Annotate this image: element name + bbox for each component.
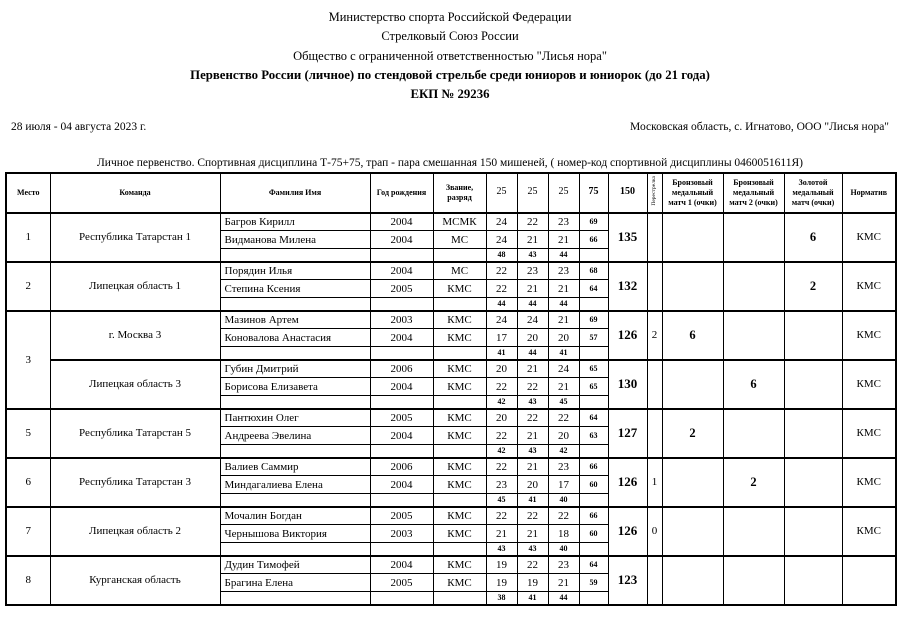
shootoff-value bbox=[647, 360, 662, 409]
bronze-match-1-value bbox=[662, 262, 723, 311]
empty-year-cell bbox=[370, 347, 433, 360]
team-cell: Курганская область bbox=[50, 556, 220, 605]
empty-rank-cell bbox=[433, 249, 486, 262]
ekp-number: ЕКП № 29236 bbox=[410, 87, 490, 102]
score-25: 22 bbox=[517, 213, 548, 231]
norm-value: КМС bbox=[842, 262, 896, 311]
shootoff-value: 0 bbox=[647, 507, 662, 556]
col-bronze-match-2: Бронзовый медальный матч 2 (очки) bbox=[723, 173, 784, 213]
gold-match-value bbox=[784, 311, 842, 360]
org-line-2: Стрелковый Союз России bbox=[381, 29, 519, 44]
col-team: Команда bbox=[50, 173, 220, 213]
score-25: 21 bbox=[517, 458, 548, 476]
athlete-name: Степина Ксения bbox=[220, 280, 370, 298]
bronze-match-2-value bbox=[723, 262, 784, 311]
empty-75-cell bbox=[579, 445, 608, 458]
score-75: 66 bbox=[579, 458, 608, 476]
athlete-year: 2004 bbox=[370, 329, 433, 347]
total-150-cell: 126 bbox=[608, 458, 647, 507]
empty-year-cell bbox=[370, 543, 433, 556]
team-cell: Липецкая область 3 bbox=[50, 360, 220, 409]
score-75: 65 bbox=[579, 360, 608, 378]
athlete-name: Губин Дмитрий bbox=[220, 360, 370, 378]
col-series-3: 25 bbox=[548, 173, 579, 213]
place-cell: 8 bbox=[6, 556, 50, 605]
sum-50: 44 bbox=[517, 347, 548, 360]
athlete-year: 2005 bbox=[370, 574, 433, 592]
norm-value: КМС bbox=[842, 360, 896, 409]
total-150-cell: 126 bbox=[608, 507, 647, 556]
score-25: 22 bbox=[517, 507, 548, 525]
score-25: 22 bbox=[517, 378, 548, 396]
athlete-year: 2006 bbox=[370, 360, 433, 378]
score-25: 20 bbox=[548, 329, 579, 347]
bronze-match-1-value bbox=[662, 458, 723, 507]
score-25: 21 bbox=[517, 231, 548, 249]
empty-name-cell bbox=[220, 494, 370, 507]
score-25: 22 bbox=[486, 458, 517, 476]
bronze-match-2-value bbox=[723, 507, 784, 556]
sum-50: 44 bbox=[548, 249, 579, 262]
score-25: 20 bbox=[486, 360, 517, 378]
org-line-3: Общество с ограниченной ответственностью "Лисья нора" bbox=[293, 48, 607, 63]
empty-75-cell bbox=[579, 494, 608, 507]
empty-year-cell bbox=[370, 396, 433, 409]
athlete-name: Мочалин Богдан bbox=[220, 507, 370, 525]
bronze-match-1-value bbox=[662, 360, 723, 409]
athlete-row bbox=[6, 360, 896, 378]
athlete-rank: КМС bbox=[433, 507, 486, 525]
col-rank: Звание, разряд bbox=[433, 173, 486, 213]
score-25: 24 bbox=[486, 231, 517, 249]
shootoff-value bbox=[647, 262, 662, 311]
athlete-year: 2003 bbox=[370, 311, 433, 329]
norm-value: КМС bbox=[842, 311, 896, 360]
col-series-2: 25 bbox=[517, 173, 548, 213]
score-25: 24 bbox=[486, 311, 517, 329]
score-25: 22 bbox=[486, 378, 517, 396]
athlete-name: Миндагалиева Елена bbox=[220, 476, 370, 494]
col-total-75: 75 bbox=[579, 173, 608, 213]
score-25: 23 bbox=[548, 458, 579, 476]
athlete-rank: КМС bbox=[433, 360, 486, 378]
empty-75-cell bbox=[579, 298, 608, 311]
athlete-row bbox=[6, 311, 896, 329]
sum-50: 43 bbox=[486, 543, 517, 556]
athlete-year: 2004 bbox=[370, 213, 433, 231]
score-25: 22 bbox=[517, 556, 548, 574]
team-cell: Республика Татарстан 3 bbox=[50, 458, 220, 507]
athlete-year: 2005 bbox=[370, 280, 433, 298]
athlete-name: Борисова Елизавета bbox=[220, 378, 370, 396]
sum-50: 42 bbox=[548, 445, 579, 458]
meta-row bbox=[5, 121, 895, 133]
score-75: 60 bbox=[579, 525, 608, 543]
header-row bbox=[6, 173, 896, 213]
empty-name-cell bbox=[220, 543, 370, 556]
score-25: 20 bbox=[548, 427, 579, 445]
sum-50: 48 bbox=[486, 249, 517, 262]
table-caption: Личное первенство. Спортивная дисциплина Т-75+75, трап - пара смешанная 150 мишеней, ( номер-код спортивной дисциплины 0460051611Я) bbox=[96, 156, 803, 169]
athlete-name: Порядин Илья bbox=[220, 262, 370, 280]
athlete-row bbox=[6, 213, 896, 231]
athlete-name: Коновалова Анастасия bbox=[220, 329, 370, 347]
bronze-match-2-value bbox=[723, 556, 784, 605]
athlete-rank: КМС bbox=[433, 329, 486, 347]
athlete-rank: КМС bbox=[433, 458, 486, 476]
score-25: 20 bbox=[517, 476, 548, 494]
sum-50: 40 bbox=[548, 543, 579, 556]
score-25: 22 bbox=[486, 280, 517, 298]
shootoff-value: 1 bbox=[647, 458, 662, 507]
empty-75-cell bbox=[579, 543, 608, 556]
sum-50: 44 bbox=[517, 298, 548, 311]
sum-50: 44 bbox=[548, 592, 579, 605]
gold-match-value: 6 bbox=[784, 213, 842, 262]
place-cell: 7 bbox=[6, 507, 50, 556]
bronze-match-2-value bbox=[723, 311, 784, 360]
score-25: 23 bbox=[548, 556, 579, 574]
sum-50: 44 bbox=[548, 298, 579, 311]
col-year: Год рождения bbox=[370, 173, 433, 213]
score-25: 23 bbox=[548, 213, 579, 231]
place-cell: 1 bbox=[6, 213, 50, 262]
norm-value: КМС bbox=[842, 409, 896, 458]
athlete-year: 2005 bbox=[370, 507, 433, 525]
empty-year-cell bbox=[370, 249, 433, 262]
total-150-cell: 126 bbox=[608, 311, 647, 360]
score-75: 60 bbox=[579, 476, 608, 494]
score-75: 63 bbox=[579, 427, 608, 445]
place-cell: 6 bbox=[6, 458, 50, 507]
score-25: 22 bbox=[486, 507, 517, 525]
gold-match-value bbox=[784, 360, 842, 409]
empty-name-cell bbox=[220, 592, 370, 605]
score-75: 59 bbox=[579, 574, 608, 592]
athlete-rank: КМС bbox=[433, 311, 486, 329]
score-25: 20 bbox=[486, 409, 517, 427]
col-bronze-match-1: Бронзовый медальный матч 1 (очки) bbox=[662, 173, 723, 213]
score-75: 64 bbox=[579, 556, 608, 574]
score-25: 24 bbox=[548, 360, 579, 378]
score-25: 23 bbox=[548, 262, 579, 280]
gold-match-value bbox=[784, 556, 842, 605]
empty-year-cell bbox=[370, 298, 433, 311]
empty-rank-cell bbox=[433, 347, 486, 360]
col-series-1: 25 bbox=[486, 173, 517, 213]
org-line-1: Министерство спорта Российской Федерации bbox=[328, 10, 572, 24]
empty-rank-cell bbox=[433, 445, 486, 458]
col-gold-match: Золотой медальный матч (очки) bbox=[784, 173, 842, 213]
athlete-rank: КМС bbox=[433, 280, 486, 298]
team-cell: Республика Татарстан 1 bbox=[50, 213, 220, 262]
score-25: 21 bbox=[517, 280, 548, 298]
gold-match-value bbox=[784, 409, 842, 458]
athlete-year: 2004 bbox=[370, 556, 433, 574]
score-25: 22 bbox=[486, 262, 517, 280]
sum-50: 41 bbox=[548, 347, 579, 360]
col-total-150: 150 bbox=[608, 173, 647, 213]
empty-75-cell bbox=[579, 396, 608, 409]
score-25: 17 bbox=[548, 476, 579, 494]
bronze-match-2-value bbox=[723, 213, 784, 262]
score-75: 57 bbox=[579, 329, 608, 347]
empty-rank-cell bbox=[433, 592, 486, 605]
sum-50: 45 bbox=[548, 396, 579, 409]
athlete-year: 2003 bbox=[370, 525, 433, 543]
empty-75-cell bbox=[579, 249, 608, 262]
score-75: 66 bbox=[579, 507, 608, 525]
athlete-rank: КМС bbox=[433, 476, 486, 494]
athlete-rank: КМС bbox=[433, 378, 486, 396]
empty-rank-cell bbox=[433, 543, 486, 556]
athlete-year: 2004 bbox=[370, 378, 433, 396]
score-25: 24 bbox=[486, 213, 517, 231]
score-75: 66 bbox=[579, 231, 608, 249]
athlete-year: 2004 bbox=[370, 262, 433, 280]
bronze-match-1-value: 6 bbox=[662, 311, 723, 360]
score-25: 21 bbox=[486, 525, 517, 543]
score-25: 21 bbox=[548, 311, 579, 329]
athlete-row bbox=[6, 262, 896, 280]
bronze-match-2-value: 6 bbox=[723, 360, 784, 409]
athlete-name: Дудин Тимофей bbox=[220, 556, 370, 574]
sum-50: 42 bbox=[486, 396, 517, 409]
score-25: 24 bbox=[517, 311, 548, 329]
athlete-name: Валиев Саммир bbox=[220, 458, 370, 476]
total-150-cell: 123 bbox=[608, 556, 647, 605]
athlete-name: Багров Кирилл bbox=[220, 213, 370, 231]
sum-50: 43 bbox=[517, 249, 548, 262]
score-25: 21 bbox=[517, 427, 548, 445]
norm-value: КМС bbox=[842, 507, 896, 556]
empty-year-cell bbox=[370, 494, 433, 507]
shootoff-value bbox=[647, 409, 662, 458]
team-cell: Липецкая область 2 bbox=[50, 507, 220, 556]
athlete-rank: КМС bbox=[433, 574, 486, 592]
empty-year-cell bbox=[370, 445, 433, 458]
athlete-rank: МС bbox=[433, 262, 486, 280]
total-150-cell: 130 bbox=[608, 360, 647, 409]
score-25: 22 bbox=[517, 409, 548, 427]
sum-50: 43 bbox=[517, 445, 548, 458]
score-25: 19 bbox=[517, 574, 548, 592]
athlete-rank: МС bbox=[433, 231, 486, 249]
athlete-name: Мазинов Артем bbox=[220, 311, 370, 329]
empty-name-cell bbox=[220, 249, 370, 262]
bronze-match-2-value bbox=[723, 409, 784, 458]
sum-50: 42 bbox=[486, 445, 517, 458]
place-cell: 5 bbox=[6, 409, 50, 458]
sum-50: 43 bbox=[517, 543, 548, 556]
competition-title: Первенство России (личное) по стендовой стрельбе среди юниоров и юниорок (до 21 года) bbox=[190, 68, 710, 83]
athlete-rank: МСМК bbox=[433, 213, 486, 231]
shootoff-value: 2 bbox=[647, 311, 662, 360]
col-norm: Норматив bbox=[842, 173, 896, 213]
athlete-year: 2006 bbox=[370, 458, 433, 476]
athlete-row bbox=[6, 556, 896, 574]
place-cell: 3 bbox=[6, 311, 50, 409]
sum-50: 41 bbox=[486, 347, 517, 360]
team-cell: Липецкая область 1 bbox=[50, 262, 220, 311]
athlete-rank: КМС bbox=[433, 525, 486, 543]
score-25: 21 bbox=[517, 360, 548, 378]
score-25: 21 bbox=[517, 525, 548, 543]
date-range: 28 июля - 04 августа 2023 г. bbox=[11, 120, 147, 133]
athlete-year: 2005 bbox=[370, 409, 433, 427]
place-cell: 2 bbox=[6, 262, 50, 311]
score-25: 23 bbox=[517, 262, 548, 280]
athlete-row bbox=[6, 507, 896, 525]
athlete-row bbox=[6, 409, 896, 427]
empty-name-cell bbox=[220, 347, 370, 360]
score-25: 19 bbox=[486, 574, 517, 592]
col-name: Фамилия Имя bbox=[220, 173, 370, 213]
score-75: 68 bbox=[579, 262, 608, 280]
col-place: Место bbox=[6, 173, 50, 213]
empty-rank-cell bbox=[433, 494, 486, 507]
athlete-name: Брагина Елена bbox=[220, 574, 370, 592]
sum-50: 45 bbox=[486, 494, 517, 507]
sum-50: 44 bbox=[486, 298, 517, 311]
bronze-match-1-value bbox=[662, 556, 723, 605]
score-25: 21 bbox=[548, 231, 579, 249]
norm-value bbox=[842, 556, 896, 605]
athlete-year: 2004 bbox=[370, 476, 433, 494]
score-25: 22 bbox=[548, 507, 579, 525]
score-25: 23 bbox=[486, 476, 517, 494]
gold-match-value bbox=[784, 507, 842, 556]
empty-rank-cell bbox=[433, 298, 486, 311]
sum-50: 41 bbox=[517, 494, 548, 507]
shootoff-value bbox=[647, 556, 662, 605]
athlete-row bbox=[6, 458, 896, 476]
col-shootoff bbox=[647, 173, 662, 213]
athlete-rank: КМС bbox=[433, 427, 486, 445]
athlete-rank: КМС bbox=[433, 556, 486, 574]
score-75: 69 bbox=[579, 311, 608, 329]
total-150-cell: 127 bbox=[608, 409, 647, 458]
score-25: 17 bbox=[486, 329, 517, 347]
total-150-cell: 132 bbox=[608, 262, 647, 311]
athlete-name: Видманова Милена bbox=[220, 231, 370, 249]
score-25: 18 bbox=[548, 525, 579, 543]
sum-50: 41 bbox=[517, 592, 548, 605]
athlete-year: 2004 bbox=[370, 427, 433, 445]
empty-75-cell bbox=[579, 592, 608, 605]
score-75: 64 bbox=[579, 409, 608, 427]
score-75: 69 bbox=[579, 213, 608, 231]
athlete-year: 2004 bbox=[370, 231, 433, 249]
athlete-rank: КМС bbox=[433, 409, 486, 427]
venue-location: Московская область, с. Игнатово, ООО "Лисья нора" bbox=[630, 120, 889, 133]
athlete-name: Андреева Эвелина bbox=[220, 427, 370, 445]
col-shootoff-label: Перестрелка bbox=[650, 176, 657, 206]
team-cell: г. Москва 3 bbox=[50, 311, 220, 360]
empty-75-cell bbox=[579, 347, 608, 360]
score-25: 21 bbox=[548, 280, 579, 298]
empty-year-cell bbox=[370, 592, 433, 605]
bronze-match-1-value bbox=[662, 507, 723, 556]
bronze-match-1-value bbox=[662, 213, 723, 262]
bronze-match-2-value: 2 bbox=[723, 458, 784, 507]
results-table bbox=[5, 172, 897, 606]
score-25: 21 bbox=[548, 574, 579, 592]
empty-name-cell bbox=[220, 396, 370, 409]
athlete-name: Чернышова Виктория bbox=[220, 525, 370, 543]
score-25: 20 bbox=[517, 329, 548, 347]
norm-value: КМС bbox=[842, 458, 896, 507]
sum-50: 40 bbox=[548, 494, 579, 507]
results-body bbox=[6, 213, 896, 605]
team-cell: Республика Татарстан 5 bbox=[50, 409, 220, 458]
sum-50: 38 bbox=[486, 592, 517, 605]
score-25: 19 bbox=[486, 556, 517, 574]
norm-value: КМС bbox=[842, 213, 896, 262]
score-25: 22 bbox=[548, 409, 579, 427]
score-25: 22 bbox=[486, 427, 517, 445]
shootoff-value bbox=[647, 213, 662, 262]
empty-name-cell bbox=[220, 445, 370, 458]
score-75: 65 bbox=[579, 378, 608, 396]
score-25: 21 bbox=[548, 378, 579, 396]
sum-50: 43 bbox=[517, 396, 548, 409]
gold-match-value: 2 bbox=[784, 262, 842, 311]
score-75: 64 bbox=[579, 280, 608, 298]
gold-match-value bbox=[784, 458, 842, 507]
total-150-cell: 135 bbox=[608, 213, 647, 262]
empty-rank-cell bbox=[433, 396, 486, 409]
bronze-match-1-value: 2 bbox=[662, 409, 723, 458]
empty-name-cell bbox=[220, 298, 370, 311]
athlete-name: Пантюхин Олег bbox=[220, 409, 370, 427]
